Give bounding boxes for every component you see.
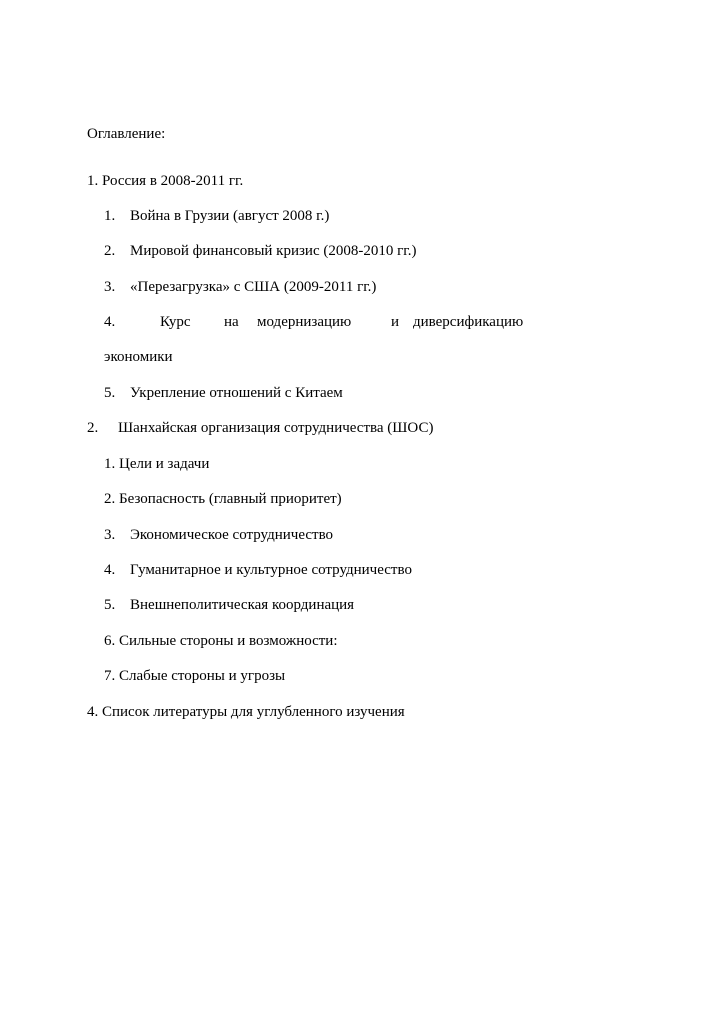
item-word: диверсификацию [413,314,524,330]
item-label: Мировой финансовый кризис (2008-2010 гг.) [130,243,417,259]
item-label: Гуманитарное и культурное сотрудничество [130,562,412,578]
section2-item-3 [104,526,333,544]
item-number: 2. [104,243,116,259]
section1-item-3 [104,278,376,296]
section2-item-4 [104,561,412,579]
item-number: 1. [104,208,116,224]
item-label: Экономическое сотрудничество [130,527,334,543]
item-label: Война в Грузии (август 2008 г.) [130,208,330,224]
section2-item-2: 2. Безопасность (главный приоритет) [104,491,342,507]
item-number: 3. [104,527,116,543]
section-title-text: Шанхайская организация сотрудничества (ШОС) [118,420,434,436]
section1-title: 1. Россия в 2008-2011 гг. [87,173,244,189]
section2-item-5 [104,596,354,614]
section2-item-7: 7. Слабые стороны и угрозы [104,668,286,684]
section2-title [87,419,433,437]
section1-item-5 [104,384,343,402]
item-number: 5. [104,597,116,613]
section-number: 2. [87,420,99,436]
item-label: «Перезагрузка» с США (2009-2011 гг.) [130,279,377,295]
toc-heading: Оглавление: [87,126,166,142]
section2-item-1: 1. Цели и задачи [104,456,210,472]
item-label: Укрепление отношений с Китаем [130,385,343,401]
item-number: 4. [104,562,116,578]
section2-item-6: 6. Сильные стороны и возможности: [104,633,338,649]
item-word: и [391,314,400,330]
item-word: Курс [160,314,191,330]
section4-title: 4. Список литературы для углубленного изучения [87,704,405,720]
section1-item-4-continuation: экономики [104,349,173,365]
item-number: 5. [104,385,116,401]
item-word: на [224,314,239,330]
section1-item-1 [104,207,329,225]
item-number: 3. [104,279,116,295]
item-number: 4. [104,314,116,330]
section1-item-2 [104,242,416,260]
item-word: модернизацию [257,314,352,330]
item-label: Внешнеполитическая координация [130,597,355,613]
